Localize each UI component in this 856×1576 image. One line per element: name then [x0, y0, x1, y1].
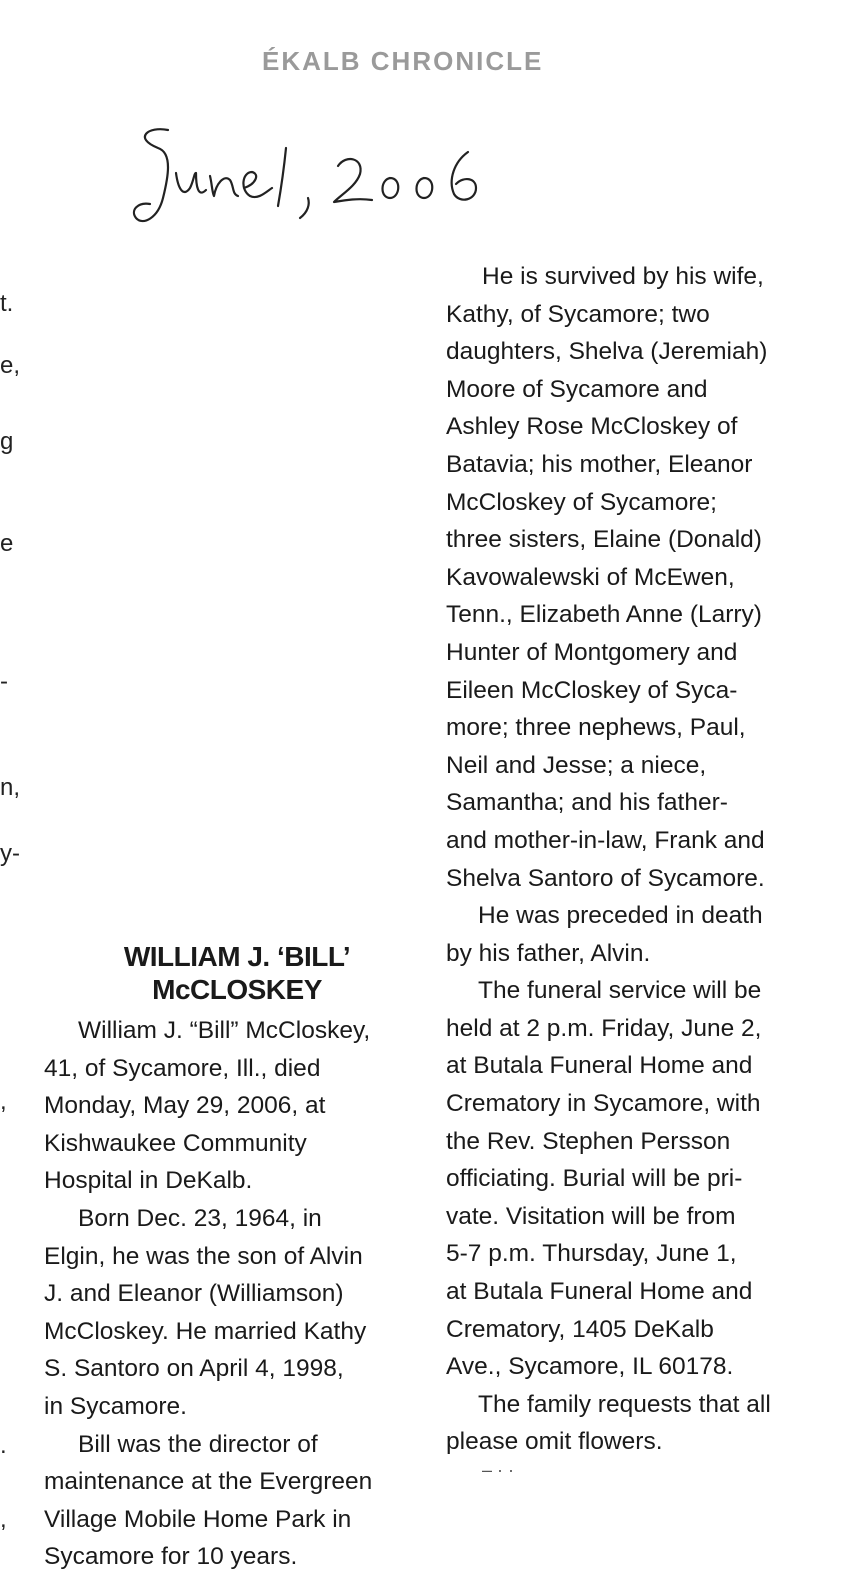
text-line: S. Santoro on April 4, 1998, — [44, 1355, 344, 1383]
text-line: Neil and Jesse; a niece, — [446, 751, 707, 779]
text-line: Eileen McCloskey of Syca- — [446, 676, 738, 704]
text-line: 41, of Sycamore, Ill., died — [44, 1054, 321, 1082]
text-line: at Butala Funeral Home and — [446, 1278, 753, 1306]
text-line: the Rev. Stephen Persson — [446, 1127, 731, 1155]
text-line: Crematory, 1405 DeKalb — [446, 1315, 714, 1343]
text-line: Samantha; and his father- — [446, 789, 728, 817]
edge-fragment: . — [0, 1432, 7, 1459]
text-line: Shelva Santoro of Sycamore. — [446, 864, 765, 892]
text-line: more; three nephews, Paul, — [446, 714, 746, 742]
text-line: held at 2 p.m. Friday, June 2, — [446, 1014, 762, 1042]
text-line: in Sycamore. — [44, 1392, 187, 1420]
edge-fragment: t. — [0, 290, 14, 317]
edge-fragment: , — [0, 1088, 7, 1115]
handwritten-date — [128, 118, 548, 238]
text-line: Crematory in Sycamore, with — [446, 1090, 761, 1118]
obituary-heading — [44, 940, 430, 1006]
text-line: three sisters, Elaine (Donald) — [446, 526, 762, 554]
text-line: daughters, Shelva (Jeremiah) — [446, 338, 768, 366]
text-line: The funeral service will be — [478, 977, 762, 1005]
text-line: Moore of Sycamore and — [446, 375, 708, 403]
text-line: maintenance at the Evergreen — [44, 1468, 373, 1496]
text-line: Ave., Sycamore, IL 60178. — [446, 1353, 734, 1381]
edge-fragment: g — [0, 428, 14, 455]
obituary-right-column — [446, 258, 771, 1461]
text-line: vate. Visitation will be from — [446, 1202, 736, 1230]
text-line: Kishwaukee Community — [44, 1129, 307, 1157]
edge-fragment: e — [0, 530, 14, 557]
heading-name: WILLIAM J. ‘BILL’ — [123, 941, 351, 972]
text-line: Hunter of Montgomery and — [446, 638, 738, 666]
text-line: Kavowalewski of McEwen, — [446, 563, 735, 591]
text-line: 5-7 p.m. Thursday, June 1, — [446, 1240, 737, 1268]
text-line: He was preceded in death — [478, 902, 763, 930]
edge-fragment: , — [0, 1506, 7, 1533]
text-line: Tenn., Elizabeth Anne (Larry) — [446, 601, 762, 629]
edge-fragment: - — [0, 668, 8, 695]
text-line: Bill was the director of — [78, 1430, 318, 1458]
text-line: J. and Eleanor (Williamson) — [44, 1280, 344, 1308]
text-line: and mother-in-law, Frank and — [446, 826, 765, 854]
text-line: McCloskey of Sycamore; — [446, 488, 717, 516]
edge-fragment: n, — [0, 774, 21, 801]
masthead-fragment: ÉKALB CHRONICLE — [262, 46, 544, 76]
text-line: Hospital in DeKalb. — [44, 1167, 253, 1195]
text-line: officiating. Burial will be pri- — [446, 1165, 743, 1193]
text-line: Born Dec. 23, 1964, in — [78, 1204, 322, 1232]
footer-marks: – · · — [482, 1460, 515, 1480]
text-line: at Butala Funeral Home and — [446, 1052, 753, 1080]
heading-surname: McCLOSKEY — [152, 974, 322, 1005]
obituary-left-column — [44, 1012, 372, 1576]
text-line: William J. “Bill” McCloskey, — [78, 1017, 371, 1044]
handwritten-date-text: June 1, 2006 — [128, 118, 134, 119]
text-line: Kathy, of Sycamore; two — [446, 300, 710, 328]
text-line: McCloskey. He married Kathy — [44, 1317, 367, 1345]
text-line: Village Mobile Home Park in — [44, 1505, 352, 1533]
text-line: He is survived by his wife, — [482, 263, 764, 290]
text-line: Elgin, he was the son of Alvin — [44, 1242, 363, 1270]
edge-fragment: e, — [0, 352, 21, 379]
text-line: please omit flowers. — [446, 1428, 663, 1456]
text-line: Sycamore for 10 years. — [44, 1543, 298, 1571]
text-line: Batavia; his mother, Eleanor — [446, 450, 753, 478]
text-line: The family requests that all — [478, 1390, 771, 1418]
text-line: Monday, May 29, 2006, at — [44, 1092, 326, 1120]
edge-fragment: y- — [0, 840, 20, 867]
text-line: Ashley Rose McCloskey of — [446, 413, 738, 441]
text-line: by his father, Alvin. — [446, 939, 651, 967]
